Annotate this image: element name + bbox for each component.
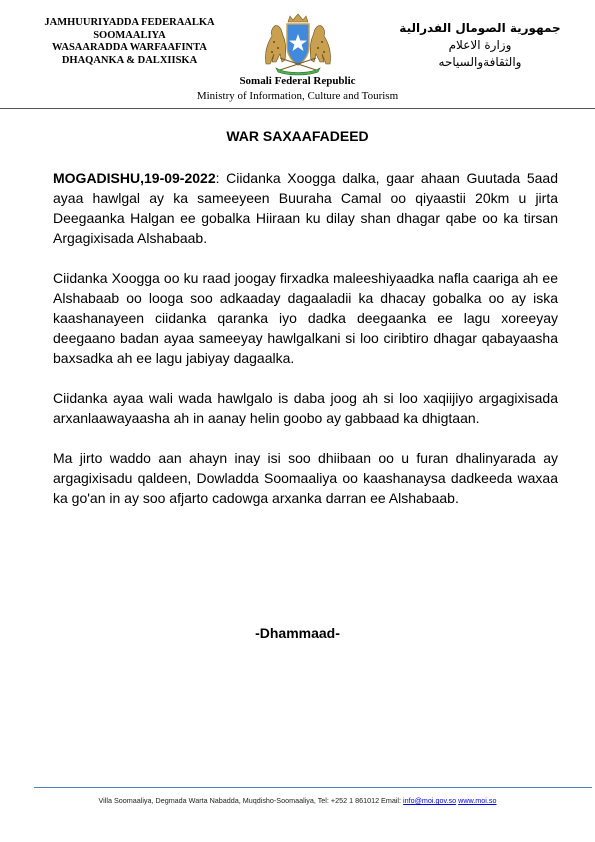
republic-name: Somali Federal Republic [239,75,356,87]
paragraph: Ma jirto waddo aan ahayn inay isi soo dhiibaan oo u furan dhalinyarada ay argagixisadu qaldeen, Dowladda Soomaaliya oo kaashanaysa dadkeeda waxaa ka go'an in ay soo afjarto cadowga arxanka darran ee Alshabaab. [53,450,558,506]
header-left-line: SOOMAALIYA [93,29,166,41]
press-release-body [53,168,558,528]
header-right-line: وزارة الاعلام [448,38,512,52]
header-somali-name [22,17,237,67]
header-right-line: والثقافةوالسياحه [438,55,522,69]
paragraph [53,168,558,248]
paragraph: Ciidanka Xoogga oo ku raad joogay firxadka maleeshiyaadka nafla caariga ah ee Alshabaab oo looga soo adkaaday dagaaladii ka dhacay gobalka oo ay iska kaashanayeen ciidanka qaranka iyo dadka deegaanka ee lagu xoreeyay deegaano badan ayaa sameeyay hawlgalkani si loo ciribtiro dhagar qabayaasha baxsadka ah ee lagu jabiyay dagaalka. [53,270,558,366]
coat-of-arms-icon [258,12,338,76]
paragraph-text: : Ciidanka Xoogga dalka, gaar ahaan Guutada 5aad ayaa hawlgal ay ka sameeyeen Buuraha Camal oo qiyaastii 20km u jirta Deegaanka Halgan ee gobalka Hiiraan ku dilay shan dhagar qabe oo ka tirsan Argagixisada Alshabaab. [53,170,558,246]
website-link[interactable]: www.moi.so [458,796,497,805]
dateline: MOGADISHU,19-09-2022 [53,170,216,186]
coat-of-arms-emblem [258,12,338,76]
header-left-line: DHAQANKA & DALXIISKA [61,54,198,66]
footer-contact [0,796,595,805]
header-left-line: WASAARADDA WARFAAFINTA [52,42,207,53]
email-link[interactable]: info@moi.gov.so [403,796,457,805]
header-right-line: جمهورية الصومال الفدرالية [399,21,561,35]
document-title: WAR SAXAAFADEED [226,128,369,144]
ministry-name: Ministry of Information, Culture and Tourism [196,90,399,102]
paragraph: Ciidanka ayaa wali wada hawlgalo is daba joog ah si loo xaqiijiyo argagixisada arxanlaawayaasha ah in aanay helin goobo ay gabbaad ka dhigtaan. [53,390,558,426]
header-left-line: JAMHUURIYADDA FEDERAALKA [44,17,215,28]
footer-divider [34,787,592,788]
closing-mark: -Dhammaad- [255,625,340,641]
footer-address: Villa Soomaaliya, Degmada Warta Nabadda, Muqdisho-Soomaaliya, Tel: +252 1 861012 Email: [98,796,404,805]
header-divider [0,108,595,109]
header-arabic-name [385,20,575,71]
